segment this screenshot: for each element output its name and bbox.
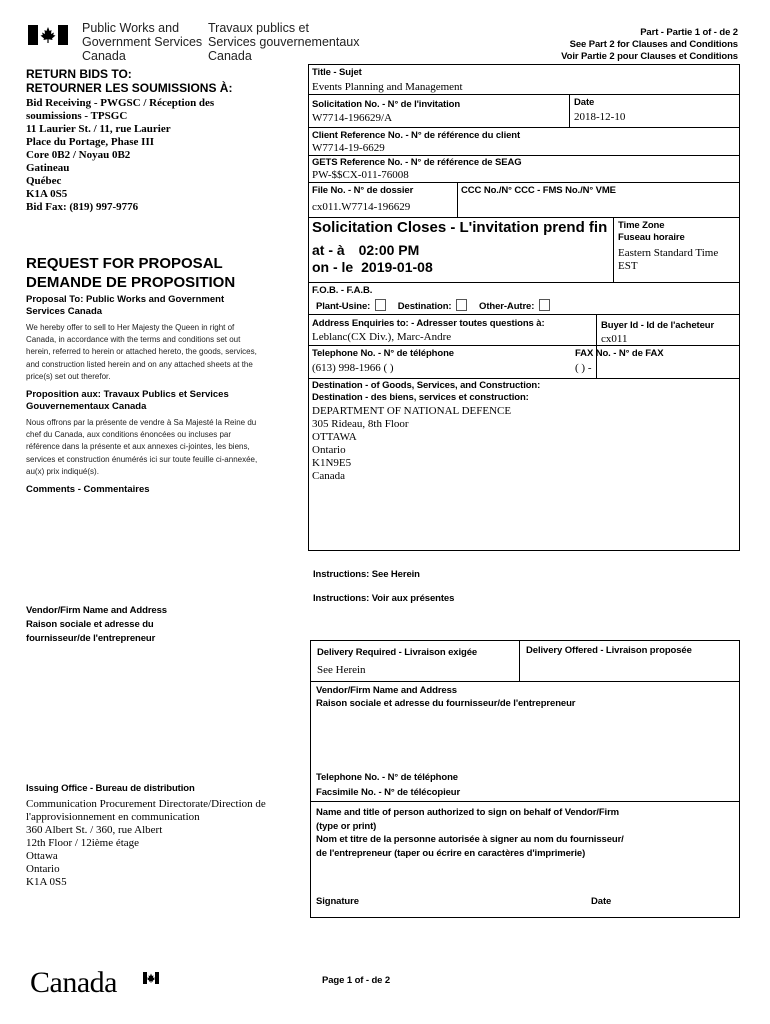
destination-line: OTTAWA [312, 431, 357, 443]
time-zone-value [618, 247, 718, 273]
time-zone-label-en: Time Zone [618, 220, 665, 231]
fob-options [316, 299, 550, 312]
closing-date-value: 2019-01-08 [361, 259, 433, 275]
address-line: Bid Receiving - PWGSC / Réception des [26, 97, 215, 109]
address-line: Bid Fax: (819) 997-9776 [26, 201, 139, 213]
delivery-offered-field[interactable] [521, 659, 738, 680]
offer-text-fr: Nous offrons par la présente de vendre à Sa Majesté la Reine du chef du Canada, aux conditions énoncées ou incluses par référence dans la présente et aux annexes ci-jointes, les biens, services et construction énumérés ici sur toute feuille ci-annexée, au(x) prix indiqué(s). [26, 418, 258, 476]
time-zone-label-fr: Fuseau horaire [618, 232, 685, 243]
address-line: Core 0B2 / Noyau 0B2 [26, 149, 131, 161]
vendor-telephone-label: Telephone No. - N° de téléphone [316, 772, 458, 783]
return-bids-address [26, 97, 214, 214]
office-line: 12th Floor / 12ième étage [26, 837, 140, 849]
destination-option-label: Destination: [397, 301, 452, 312]
authorized-person-field[interactable] [312, 862, 738, 892]
see-part-fr: Voir Partie 2 pour Clauses et Conditions [561, 51, 738, 62]
time-zone-label [618, 220, 685, 244]
authorized-line: (type or print) [316, 820, 377, 832]
issuing-office-label: Issuing Office - Bureau de distribution [26, 783, 195, 794]
authorized-line: Name and title of person authorized to sign on behalf of Vendor/Firm [316, 807, 620, 818]
department-line: Canada [208, 49, 252, 63]
destination-address [312, 405, 511, 483]
office-line: Ontario [26, 863, 60, 875]
gets-reference-label: GETS Reference No. - N° de référence de SEAG [312, 157, 522, 168]
rfp-heading [26, 254, 235, 292]
signature-date-label: Date [591, 896, 612, 907]
destination-line: Ontario [312, 444, 346, 456]
address-line: Gatineau [26, 162, 70, 174]
title-label: Title - Sujet [312, 67, 362, 78]
address-line: Place du Portage, Phase III [26, 136, 155, 148]
client-reference-label: Client Reference No. - N° de référence du client [312, 130, 521, 141]
closing-date [312, 259, 433, 275]
address-enquiries-value: Leblanc(CX Div.), Marc-Andre [312, 331, 452, 343]
fax-value: ( ) - [575, 362, 592, 374]
wordmark-text: Canada [30, 966, 117, 999]
office-line: Communication Procurement Directorate/Direction de [26, 798, 266, 810]
canada-wordmark-logo [30, 966, 140, 1006]
destination-label [312, 380, 540, 404]
vendor-label-fr: Raison sociale et adresse du fournisseur/de l'entrepreneur [316, 697, 576, 709]
offer-text-en: We hereby offer to sell to Her Majesty the Queen in right of Canada, in accordance with the terms and conditions set out herein, referred to herein or attached hereto, the goods, services, and construction listed herein and on any attached sheets at the price(s) set out therefor. [26, 323, 257, 381]
buyer-id-label: Buyer Id - Id de l'acheteur [601, 320, 715, 331]
issuing-office [26, 783, 266, 889]
date-label: Date [574, 97, 595, 108]
destination-label-en: Destination - of Goods, Services, and Construction: [312, 380, 541, 391]
authorized-line: Nom et titre de la personne autorisée à signer au nom du fournisseur/ [316, 834, 624, 845]
delivery-required-value: See Herein [317, 664, 366, 676]
plant-label: Plant-Usine: [316, 301, 371, 312]
destination-line: DEPARTMENT OF NATIONAL DEFENCE [312, 405, 512, 417]
vendor-firm-label [316, 685, 575, 710]
destination-line: K1N9E5 [312, 457, 352, 469]
office-line: l'approvisionnement en communication [26, 811, 200, 823]
time-zone-name: Eastern Standard Time [618, 247, 719, 259]
delivery-required-label: Delivery Required - Livraison exigée [317, 647, 478, 658]
date-value: 2018-12-10 [574, 111, 626, 123]
department-line: Canada [82, 49, 126, 63]
address-line: soumissions - TPSGC [26, 110, 128, 122]
fob-label: F.O.B. - F.A.B. [312, 285, 373, 296]
signature-label: Signature [316, 896, 359, 907]
vendor-label-en: Vendor/Firm Name and Address [316, 685, 457, 696]
vendor-firm-left [26, 604, 167, 646]
vendor-facsimile-label: Facsimile No. - N° de télécopieur [316, 787, 461, 798]
other-label: Other-Autre: [479, 301, 535, 312]
rfp-title-en: REQUEST FOR PROPOSAL [26, 255, 223, 272]
client-reference-value: W7714-19-6629 [312, 142, 385, 154]
office-line: 360 Albert St. / 360, rue Albert [26, 824, 163, 836]
file-number-value: cx011.W7714-196629 [312, 201, 411, 213]
file-number-label: File No. - N° de dossier [312, 185, 414, 196]
return-bids-title-en: RETURN BIDS TO: [26, 67, 132, 81]
rfp-title-fr: DEMANDE DE PROPOSITION [26, 274, 236, 291]
destination-label-fr: Destination - des biens, services et construction: [312, 392, 529, 403]
see-part-en: See Part 2 for Clauses and Conditions [569, 39, 738, 50]
canada-flag-icon [28, 25, 68, 45]
address-line: 11 Laurier St. / 11, rue Laurier [26, 123, 171, 135]
wordmark-flag-icon [143, 972, 159, 984]
department-line: Public Works and [82, 21, 180, 35]
authorized-line: de l'entrepreneur (taper ou écrire en caractères d'imprimerie) [316, 847, 586, 859]
address-line: K1A 0S5 [26, 188, 68, 200]
phone-value: (613) 998-1966 ( ) [312, 362, 394, 374]
comments-label: Comments - Commentaires [26, 484, 150, 496]
phone-label: Telephone No. - N° de téléphone [312, 348, 454, 359]
destination-line: 305 Rideau, 8th Floor [312, 418, 409, 430]
department-name-fr [208, 21, 359, 63]
department-line: Services gouvernementaux [208, 35, 360, 49]
plant-checkbox[interactable] [375, 299, 386, 311]
vendor-line: Vendor/Firm Name and Address [26, 605, 167, 616]
solicitation-closes-title: Solicitation Closes - L'invitation prend fin [312, 219, 608, 236]
vendor-line: fournisseur/de l'entrepreneur [26, 633, 156, 644]
office-line: Ottawa [26, 850, 58, 862]
gets-reference-value: PW-$$CX-011-76008 [312, 169, 409, 181]
closing-time-value: 02:00 PM [358, 242, 420, 258]
address-line: Québec [26, 175, 62, 187]
fax-label: FAX No. - N° de FAX [575, 348, 664, 359]
buyer-id-value: cx011 [601, 333, 628, 345]
proposal-to-fr: Proposition aux: Travaux Publics et Services Gouvernementaux Canada [26, 389, 229, 412]
return-bids-heading [26, 67, 232, 95]
page-number: Page 1 of - de 2 [322, 975, 391, 986]
instructions-en: Instructions: See Herein [313, 569, 420, 580]
department-line: Government Services [82, 35, 203, 49]
delivery-offered-label: Delivery Offered - Livraison proposée [526, 645, 692, 656]
office-line: K1A 0S5 [26, 876, 67, 888]
at-label: at - à [312, 242, 345, 258]
ccc-number-label: CCC No./N° CCC - FMS No./N° VME [461, 185, 616, 196]
closing-time [312, 242, 419, 258]
part-info [561, 27, 738, 63]
time-zone-abbr: EST [618, 260, 638, 272]
authorized-person-label [316, 806, 624, 860]
proposal-to-en: Proposal To: Public Works and Government Services Canada [26, 294, 225, 317]
destination-checkbox[interactable] [456, 299, 467, 311]
title-value: Events Planning and Management [312, 81, 463, 93]
solicitation-number-value: W7714-196629/A [312, 112, 393, 124]
proposal-section [26, 294, 258, 496]
other-checkbox[interactable] [539, 299, 550, 311]
instructions-fr: Instructions: Voir aux présentes [313, 593, 455, 604]
vendor-line: Raison sociale et adresse du [26, 619, 154, 630]
department-line: Travaux publics et [208, 21, 309, 35]
return-bids-title-fr: RETOURNER LES SOUMISSIONS À: [26, 81, 233, 95]
department-name-en [82, 21, 202, 63]
destination-line: Canada [312, 470, 345, 482]
vendor-firm-field[interactable] [312, 714, 738, 770]
part-label: Part - Partie 1 of - de 2 [640, 27, 738, 38]
address-enquiries-label: Address Enquiries to: - Adresser toutes questions à: [312, 318, 545, 329]
on-label: on - le [312, 259, 354, 275]
solicitation-number-label: Solicitation No. - N° de l'invitation [312, 99, 461, 110]
